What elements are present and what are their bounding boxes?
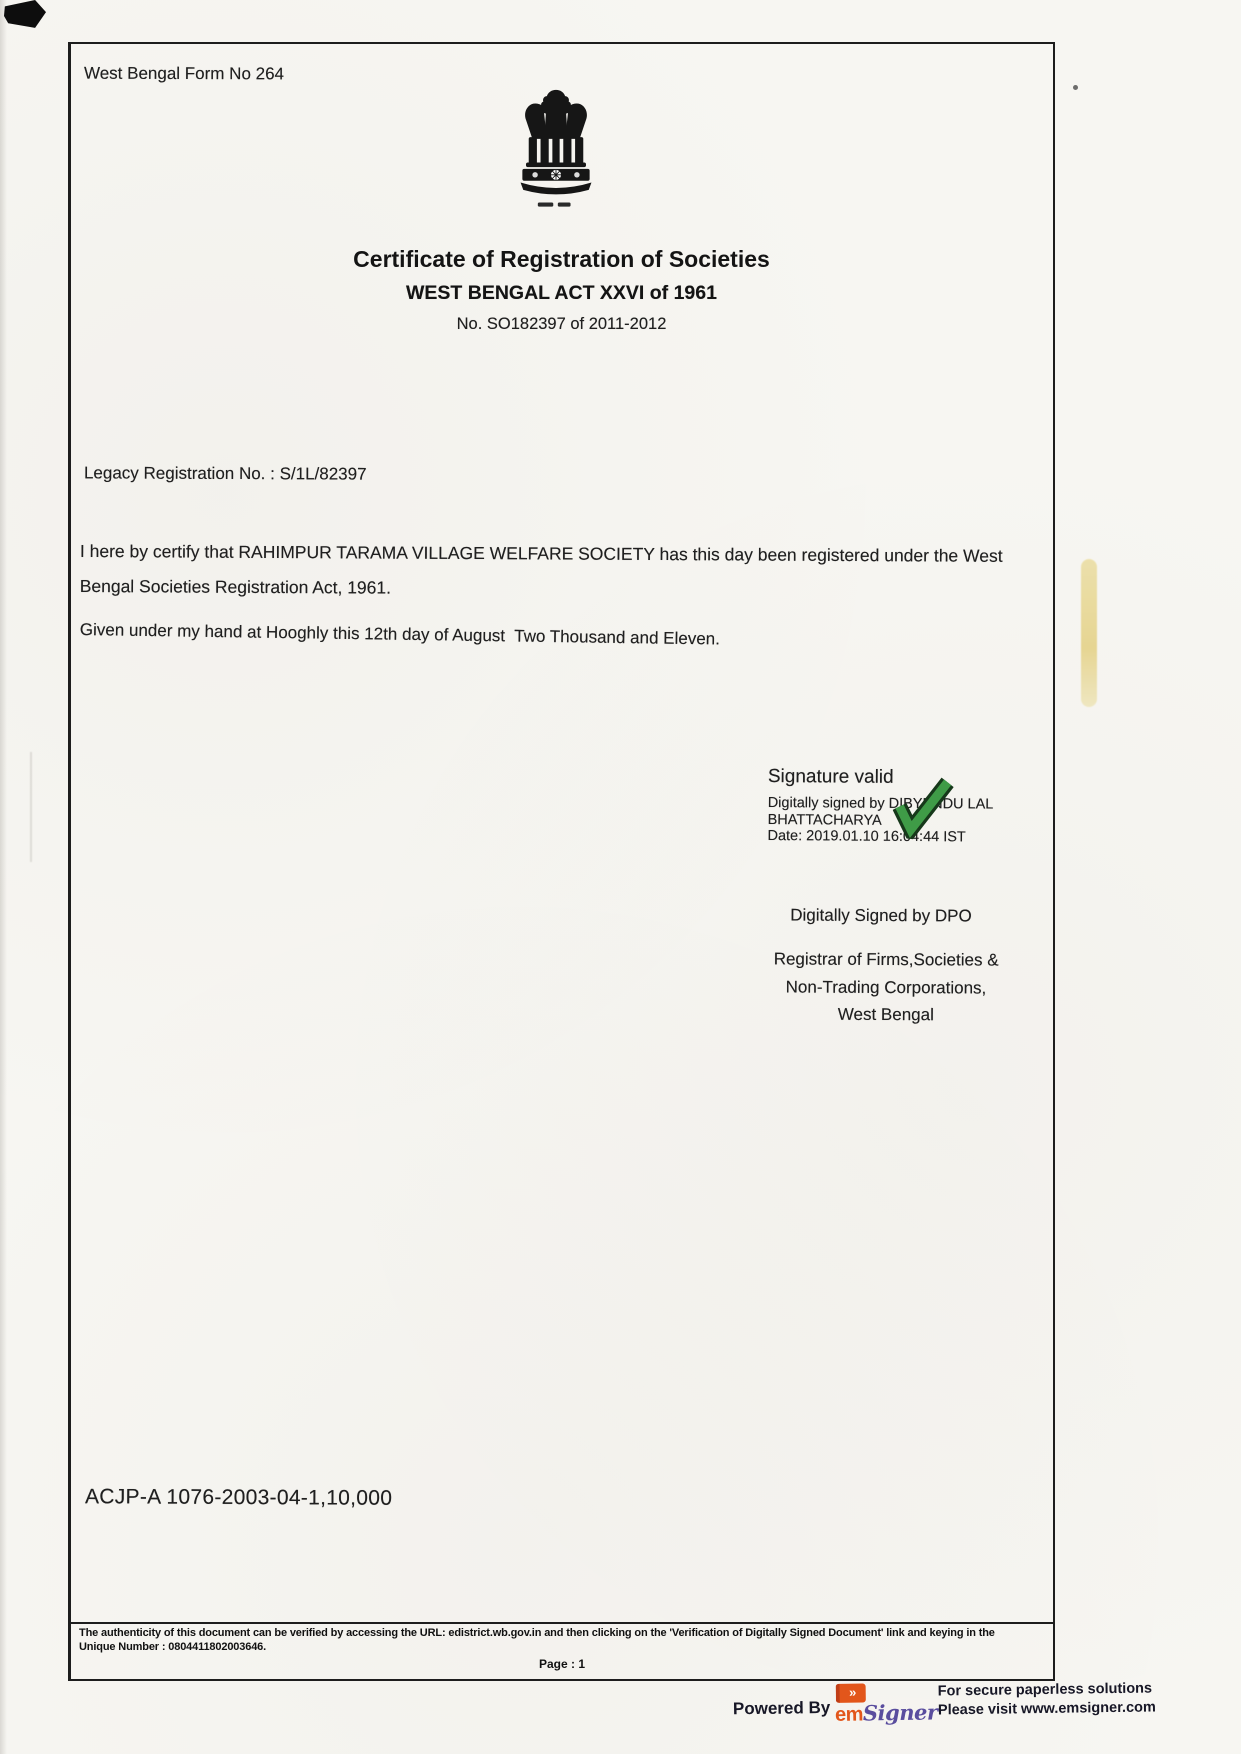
scan-yellow-stain bbox=[1081, 559, 1097, 707]
signature-valid-check-icon bbox=[889, 771, 954, 848]
registrar-signatory-block bbox=[686, 945, 1086, 1030]
scan-dot-artifact bbox=[1073, 85, 1078, 90]
signed-by-line-2: BHATTACHARYA bbox=[767, 811, 882, 829]
signature-date-line: Date: 2019.01.10 16:04:44 IST bbox=[767, 827, 966, 846]
emsigner-logo-em: em bbox=[834, 1703, 864, 1726]
brand-tagline-1: For secure paperless solutions bbox=[937, 1680, 1153, 1700]
authenticity-line-2: Unique Number : 0804411802003646. bbox=[79, 1640, 267, 1653]
legacy-registration-line: Legacy Registration No. : S/1L/82397 bbox=[83, 463, 367, 484]
certificate-heading bbox=[68, 246, 1055, 334]
registration-number-line: No. SO182397 of 2011-2012 bbox=[456, 315, 667, 333]
certification-paragraph bbox=[80, 534, 1045, 609]
registrar-line-3: West Bengal bbox=[837, 1004, 934, 1025]
form-number-label: West Bengal Form No 264 bbox=[83, 63, 285, 84]
authenticity-line-1: The authenticity of this document can be verified by accessing the URL: edistrict.wb.gov.in and then clicking on the 'Verification of Digitally Signed Document' link and keying in the bbox=[79, 1627, 995, 1639]
registrar-line-2: Non-Trading Corporations, bbox=[785, 976, 987, 998]
page-number-label: Page : 1 bbox=[538, 1657, 586, 1671]
digitally-signed-by-dpo-line: Digitally Signed by DPO bbox=[790, 905, 972, 926]
given-under-hand-line: Given under my hand at Hooghly this 12th day of August Two Thousand and Eleven. bbox=[79, 620, 721, 649]
registrar-line-1: Registrar of Firms,Societies & bbox=[773, 949, 999, 970]
scan-corner-smudge bbox=[4, 0, 46, 29]
brand-tagline-2: Please visit www.emsigner.com bbox=[937, 1699, 1156, 1719]
act-line: WEST BENGAL ACT XXVI of 1961 bbox=[406, 282, 717, 304]
emsigner-logo bbox=[835, 1699, 938, 1726]
signature-valid-label: Signature valid bbox=[767, 766, 894, 788]
emsigner-logo-signer: Signer bbox=[862, 1699, 938, 1726]
emsigner-branding-strip bbox=[720, 1677, 1221, 1748]
signed-by-line-1: Digitally signed by DIBYENDU LAL bbox=[767, 794, 994, 813]
scan-left-edge-shadow bbox=[0, 0, 7, 1754]
serial-code: ACJP-A 1076-2003-04-1,10,000 bbox=[84, 1485, 393, 1510]
certificate-title: Certificate of Registration of Societies bbox=[353, 246, 770, 272]
powered-by-label: Powered By bbox=[732, 1697, 831, 1719]
scan-crease-mark bbox=[30, 752, 32, 862]
certification-line-1: I here by certify that RAHIMPUR TARAMA VILLAGE WELFARE SOCIETY has this day been registered under the West bbox=[79, 540, 1003, 566]
certification-line-2: Bengal Societies Registration Act, 1961. bbox=[79, 575, 392, 598]
verification-footer-box bbox=[68, 1622, 1055, 1681]
national-emblem-of-india-icon bbox=[506, 88, 606, 208]
digital-signature-block bbox=[767, 766, 993, 846]
emsigner-arrow-icon: » bbox=[836, 1683, 866, 1702]
